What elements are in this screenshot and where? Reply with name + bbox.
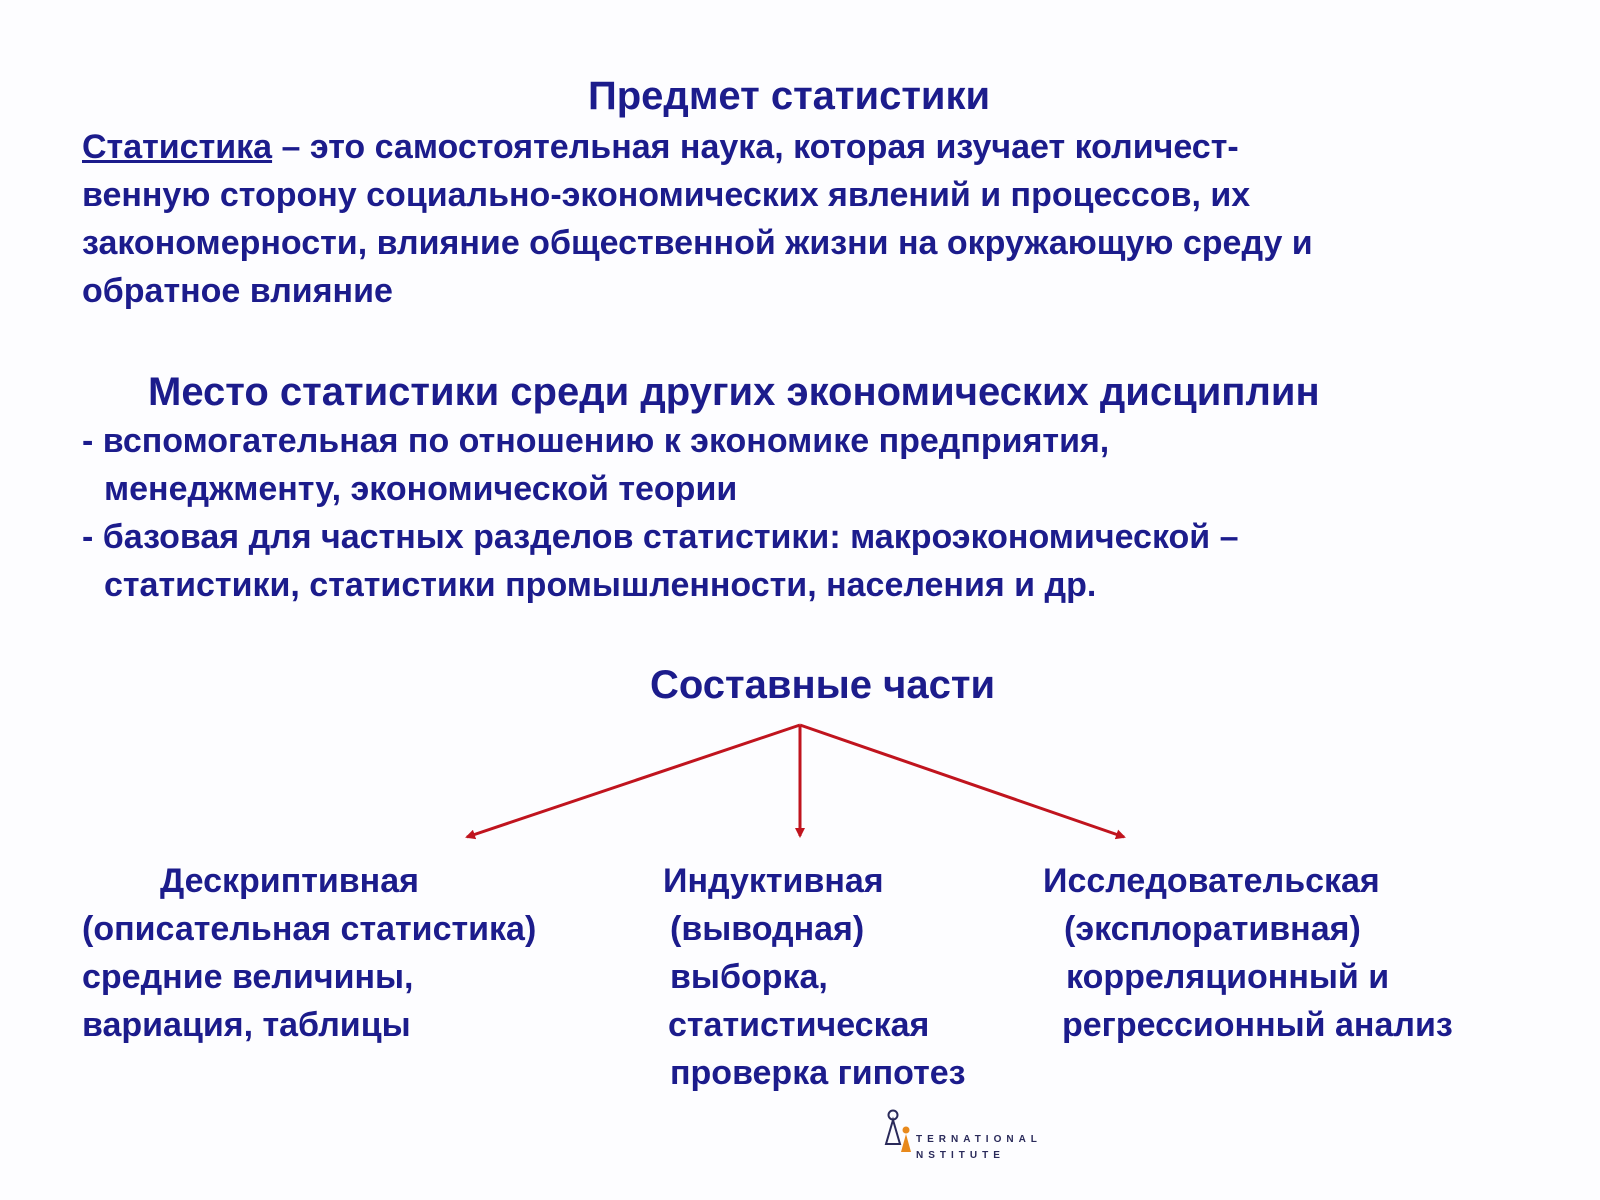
place-item-1-line-2: менеджменту, экономической теории: [104, 470, 738, 508]
part-descriptive-line-1: (описательная статистика): [82, 910, 537, 948]
logo-line-1: TERNATIONAL: [916, 1134, 1042, 1145]
section-title-parts: Составные части: [650, 663, 996, 707]
definition-line-4: обратное влияние: [82, 272, 393, 310]
part-inductive-line-1: (выводная): [670, 910, 865, 948]
arrow-left: [467, 725, 800, 837]
definition-term: Статистика: [82, 128, 273, 166]
part-inductive-name: Индуктивная: [663, 862, 884, 900]
part-inductive-line-4: проверка гипотез: [670, 1054, 966, 1092]
arrow-right: [800, 725, 1124, 837]
place-item-1-line-1: - вспомогательная по отношению к экономике предприятия,: [82, 422, 1110, 460]
place-item-2-line-2: статистики, статистики промышленности, населения и др.: [104, 566, 1097, 604]
logo-figures-icon: [884, 1108, 918, 1166]
part-inductive-line-3: статистическая: [668, 1006, 930, 1044]
definition-line-3: закономерности, влияние общественной жизни на окружающую среду и: [82, 224, 1313, 262]
definition-line-2: венную сторону социально-экономических явлений и процессов, их: [82, 176, 1251, 214]
part-exploratory-name: Исследовательская: [1043, 862, 1380, 900]
definition-line-1-rest: – это самостоятельная наука, которая изучает количест-: [272, 128, 1239, 166]
institute-logo: [884, 1108, 1044, 1168]
part-inductive-line-2: выборка,: [670, 958, 828, 996]
logo-line-2: NSTITUTE: [916, 1150, 1005, 1161]
part-exploratory-line-2: корреляционный и: [1066, 958, 1390, 996]
part-exploratory-line-3: регрессионный анализ: [1062, 1006, 1453, 1044]
page-title: Предмет статистики: [588, 74, 991, 118]
place-item-2-line-1: - базовая для частных разделов статистики: макроэкономической –: [82, 518, 1239, 556]
section-title-place: Место статистики среди других экономических дисциплин: [148, 370, 1320, 414]
part-descriptive-name: Дескриптивная: [160, 862, 419, 900]
part-descriptive-line-2: средние величины,: [82, 958, 414, 996]
part-exploratory-line-1: (эксплоративная): [1064, 910, 1361, 948]
part-descriptive-line-3: вариация, таблицы: [82, 1006, 411, 1044]
